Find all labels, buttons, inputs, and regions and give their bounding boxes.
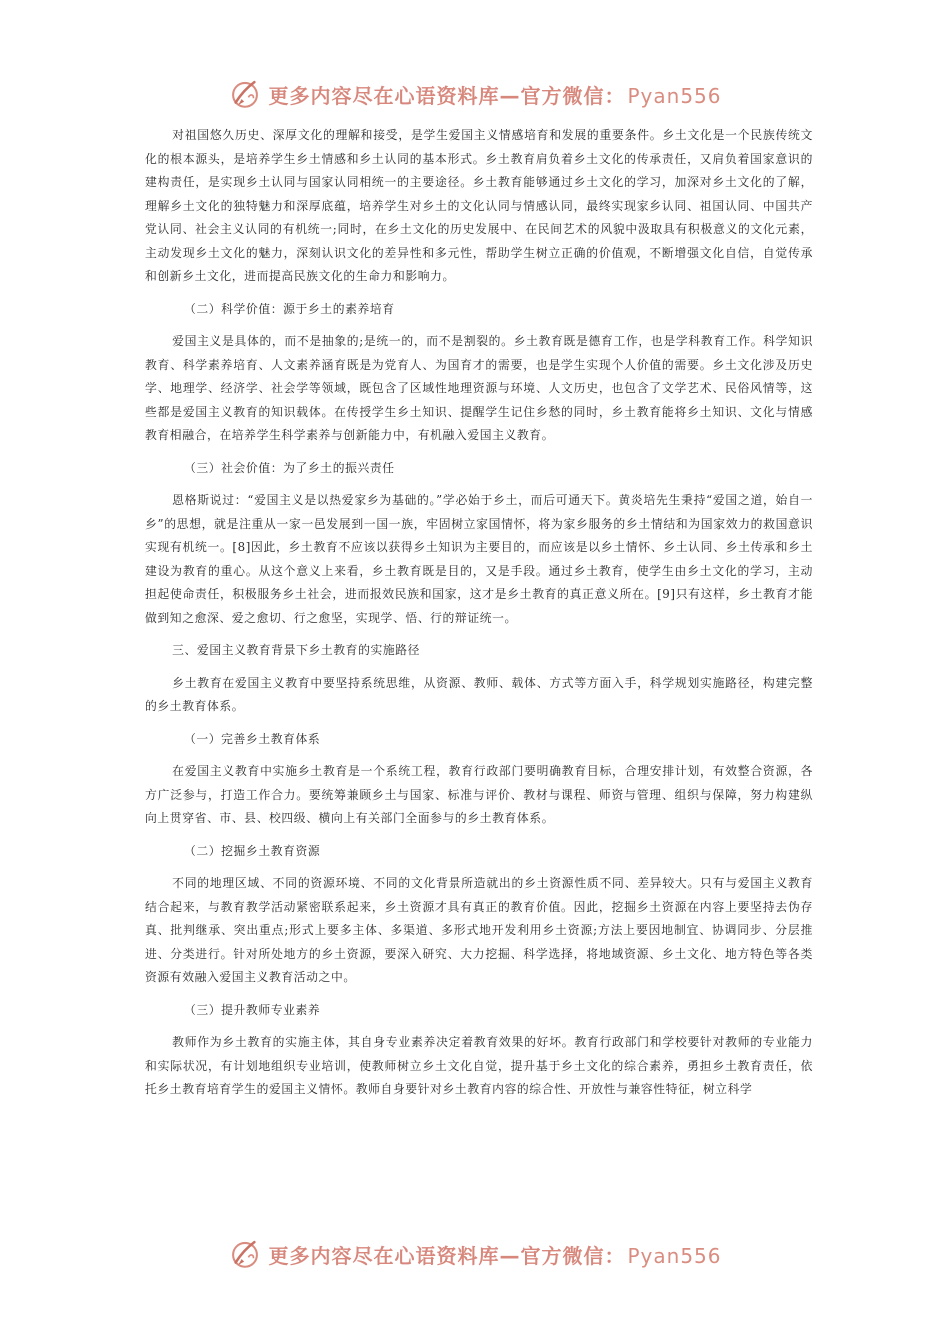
subsection-heading: （一）完善乡土教育体系 bbox=[183, 731, 321, 746]
subsection-heading: （三）社会价值：为了乡土的振兴责任 bbox=[183, 460, 395, 475]
header-banner bbox=[0, 72, 950, 116]
subsection-heading: （三）提升教师专业素养 bbox=[183, 1002, 321, 1017]
banner-text: 更多内容尽在心语资料库—官方微信： Pyan556 bbox=[268, 1243, 722, 1268]
banner-text: 更多内容尽在心语资料库—官方微信： Pyan556 bbox=[268, 83, 722, 108]
wechat-id: Pyan556 bbox=[627, 83, 722, 108]
paragraph: 爱国主义是具体的，而不是抽象的;是统一的，而不是割裂的。乡土教育既是德育工作，也是学科教育工作。科学知识教育、科学素养培育、人文素养涵育既是为党育人、为国育才的需要，也是学生实现个人价值的需要。乡土文化涉及历史学、地理学、经济学、社会学等领域，既包含了区域性地理资源与环境、人文历史，也包含了文学艺术、民俗风情等，这些都是爱国主义教育的知识载体。在传授学生乡土知识、提醒学生记住乡愁的同时，乡土教育能将乡土知识、文化与情感教育相融合，在培养学生科学素养与创新能力中，有机融入爱国主义教育。 bbox=[145, 334, 813, 442]
paragraph: 乡土教育在爱国主义教育中要坚持系统思维，从资源、教师、载体、方式等方面入手，科学规划实施路径，构建完整的乡土教育体系。 bbox=[145, 675, 813, 713]
paragraph: 不同的地理区域、不同的资源环境、不同的文化背景所造就出的乡土资源性质不同、差异较大。只有与爱国主义教育结合起来，与教育教学活动紧密联系起来，乡土资源才具有真正的教育价值。因此，挖掘乡土资源在内容上要坚持去伪存真、批判继承、突出重点;形式上要多主体、多渠道、多形式地开发利用乡土资源;方法上要因地制宜、协调同步、分层推进、分类进行。针对所处地方的乡土资源，要深入研究、大力挖掘、科学选择，将地域资源、乡土文化、地方特色等各类资源有效融入爱国主义教育活动之中。 bbox=[145, 876, 813, 984]
document-body bbox=[145, 124, 813, 1111]
wechat-id: Pyan556 bbox=[627, 1243, 722, 1268]
paragraph: 恩格斯说过：“爱国主义是以热爱家乡为基础的。”学必始于乡土，而后可通天下。黄炎培先生秉持“爱国之道，始自一乡”的思想，就是注重从一家一邑发展到一国一族，牢固树立家国情怀，将为家乡服务的乡土情结和为国家效力的救国意识实现有机统一。[8]因此，乡土教育不应该以获得乡土知识为主要目的，而应该是以乡土情怀、乡土认同、乡土传承和乡土建设为教育的重心。从这个意义上来看，乡土教育既是目的，又是手段。通过乡土教育，使学生由乡土文化的学习，主动担起使命责任，积极服务乡土社会，进而报效民族和国家，这才是乡土教育的真正意义所在。[9]只有这样，乡土教育才能做到知之愈深、爱之愈切、行之愈坚，实现学、悟、行的辩证统一。 bbox=[145, 493, 813, 625]
section-heading: 三、爱国主义教育背景下乡土教育的实施路径 bbox=[172, 643, 421, 657]
pen-swirl-logo-icon bbox=[228, 77, 262, 111]
paragraph: 在爱国主义教育中实施乡土教育是一个系统工程，教育行政部门要明确教育目标，合理安排计划，有效整合资源，各方广泛参与，打造工作合力。要统筹兼顾乡土与国家、标准与评价、教材与课程、师资与管理、组织与保障，努力构建纵向上贯穿省、市、县、校四级、横向上有关部门全面参与的乡土教育体系。 bbox=[145, 764, 813, 825]
paragraph: 对祖国悠久历史、深厚文化的理解和接受，是学生爱国主义情感培育和发展的重要条件。乡土文化是一个民族传统文化的根本源头，是培养学生乡土情感和乡土认同的基本形式。乡土教育肩负着乡土文化的传承责任，又肩负着国家意识的建构责任，是实现乡土认同与国家认同相统一的主要途径。乡土教育能够通过乡土文化的学习，加深对乡土文化的了解，理解乡土文化的独特魅力和深厚底蕴，培养学生对乡土的文化认同与情感认同，最终实现家乡认同、祖国认同、中国共产党认同、社会主义认同的有机统一;同时，在乡土文化的历史发展中、在民间艺术的风貌中汲取具有积极意义的文化元素，主动发现乡土文化的魅力，深刻认识文化的差异性和多元性，帮助学生树立正确的价值观，不断增强文化自信，自觉传承和创新乡土文化，进而提高民族文化的生命力和影响力。 bbox=[145, 128, 813, 283]
paragraph: 教师作为乡土教育的实施主体，其自身专业素养决定着教育效果的好坏。教育行政部门和学校要针对教师的专业能力和实际状况，有计划地组织专业培训，使教师树立乡土文化自觉，提升基于乡土文化的综合素养，勇担乡土教育责任，依托乡土教育培育学生的爱国主义情怀。教师自身要针对乡土教育内容的综合性、开放性与兼容性特征，树立科学 bbox=[145, 1035, 813, 1096]
subsection-heading: （二）科学价值：源于乡土的素养培育 bbox=[183, 301, 395, 316]
pen-swirl-logo-icon bbox=[228, 1237, 262, 1271]
footer-banner bbox=[0, 1232, 950, 1276]
subsection-heading: （二）挖掘乡土教育资源 bbox=[183, 843, 321, 858]
